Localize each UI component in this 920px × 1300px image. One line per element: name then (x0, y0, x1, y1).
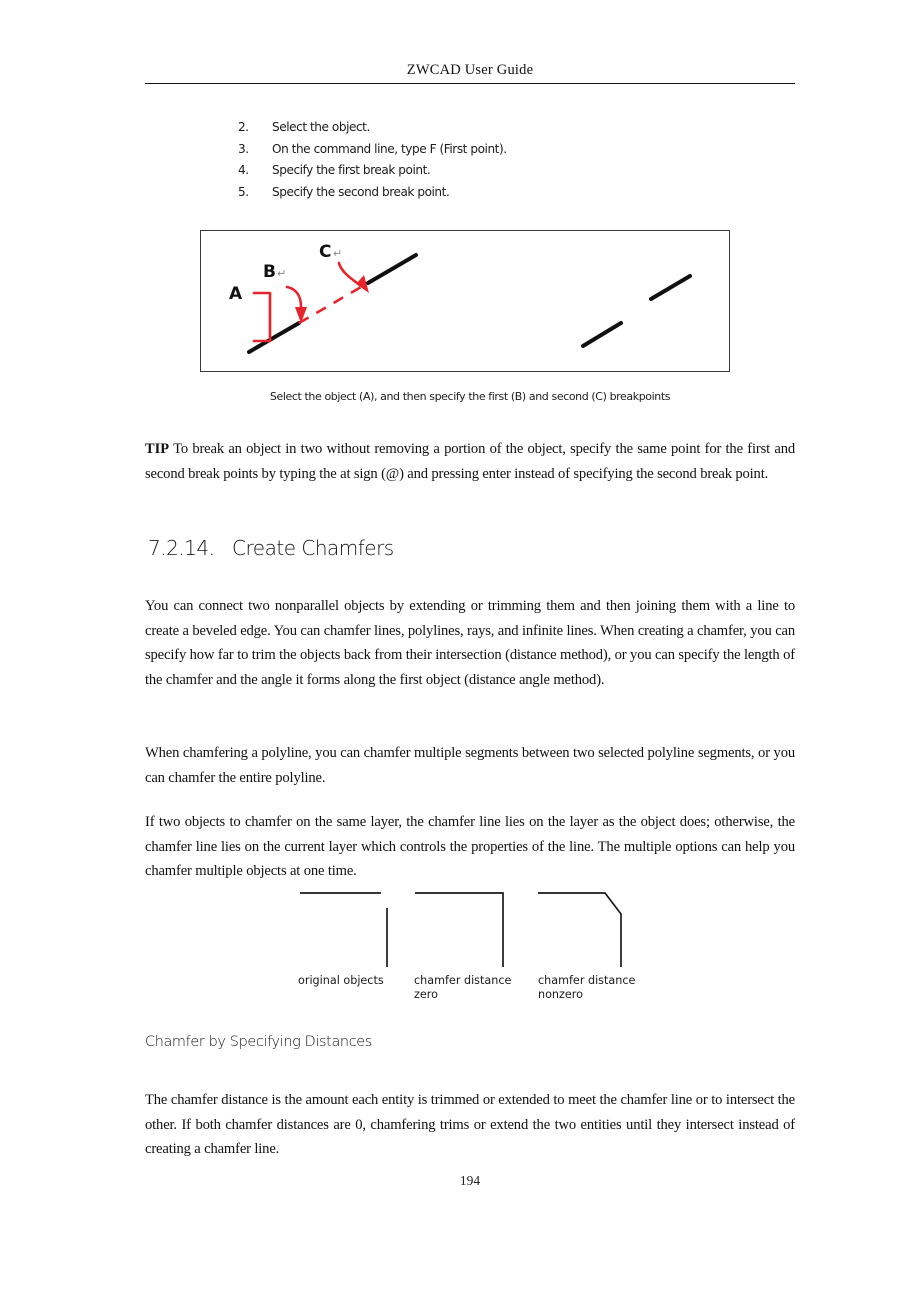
tip-paragraph (145, 437, 795, 486)
panel3-label-line2: nonzero (538, 988, 583, 1001)
list-item-number: 4. (238, 163, 249, 177)
body-paragraph-1: You can connect two nonparallel objects by extending or trimming them and then joining them with a line to create a beveled edge. You can chamfer lines, polylines, rays, and infinite lines. When creating a chamfer, you can specify how far to trim the objects back from their intersection (distance method), or you can specify the length of the chamfer and the angle it forms along the first object (distance angle method). (145, 598, 795, 688)
page-header (145, 62, 795, 79)
figure-label-b-return-icon: ↵ (277, 267, 287, 280)
subsection-heading: Chamfer by Specifying Distances (145, 1034, 372, 1050)
figure-label-c-return-icon: ↵ (333, 247, 343, 260)
result-segment-lower (583, 323, 621, 346)
panel2-corner-path (415, 893, 503, 967)
list-item-number: 5. (238, 184, 249, 199)
list-item-text: Select the object. (272, 120, 370, 134)
leader-a-bracket (254, 293, 270, 341)
page-number: 194 (459, 1173, 481, 1188)
result-segment-upper (651, 276, 690, 299)
list-item-text: Specify the first break point. (272, 163, 431, 177)
list-item-text: Specify the second break point. (272, 184, 450, 199)
figure-label-b: B (263, 262, 276, 282)
list-item (238, 142, 718, 156)
header-title: ZWCAD User Guide (406, 62, 534, 78)
leader-b-line (287, 287, 301, 307)
body-paragraph-3: If two objects to chamfer on the same layer, the chamfer line lies on the layer as the object does; otherwise, the chamfer line lies on the current layer which controls the properties of the line. The multiple options can help you chamfer multiple objects at one time. (145, 814, 795, 879)
figure-label-a: A (229, 284, 243, 304)
numbered-steps-list (238, 120, 718, 206)
figure-label-c: C (319, 242, 332, 262)
tip-label: TIP (145, 441, 169, 457)
figure-caption: Select the object (A), and then specify the first (B) and second (C) breakpoints (269, 390, 671, 403)
header-divider (145, 83, 795, 84)
panel2-label-line2: zero (414, 988, 438, 1001)
leader-c-line (339, 263, 357, 283)
body-paragraph-4: The chamfer distance is the amount each entity is trimmed or extended to meet the chamfer line or to intersect the other. If both chamfer distances are 0, chamfering trims or extend the two entities until they intersect instead of creating a chamfer line. (145, 1092, 795, 1157)
break-object-figure (200, 230, 730, 372)
list-item (238, 185, 718, 199)
panel3-label-line1: chamfer distance (538, 974, 636, 987)
panel1-label-line1: original objects (298, 974, 384, 987)
removed-portion-dashed (299, 283, 368, 323)
list-item-number: 3. (238, 141, 249, 156)
object-segment-left (249, 323, 299, 352)
object-segment-right (368, 255, 416, 283)
panel3-bevel-path (538, 893, 621, 967)
tip-text: To break an object in two without removing a portion of the object, specify the same point for the first and second break points by typing the at sign (@) and pressing enter instead of specifying the second break point. (145, 441, 795, 482)
list-item (238, 163, 718, 177)
panel2-label-line1: chamfer distance (414, 974, 512, 987)
body-paragraph-2: When chamfering a polyline, you can chamfer multiple segments between two selected polyline segments, or you can chamfer the entire polyline. (145, 745, 795, 786)
list-item (238, 120, 718, 134)
list-item-text: On the command line, type F (First point). (272, 141, 507, 156)
chamfer-diagram (290, 884, 640, 1002)
list-item-number: 2. (238, 120, 249, 134)
section-heading: 7.2.14. Create Chamfers (148, 536, 394, 560)
